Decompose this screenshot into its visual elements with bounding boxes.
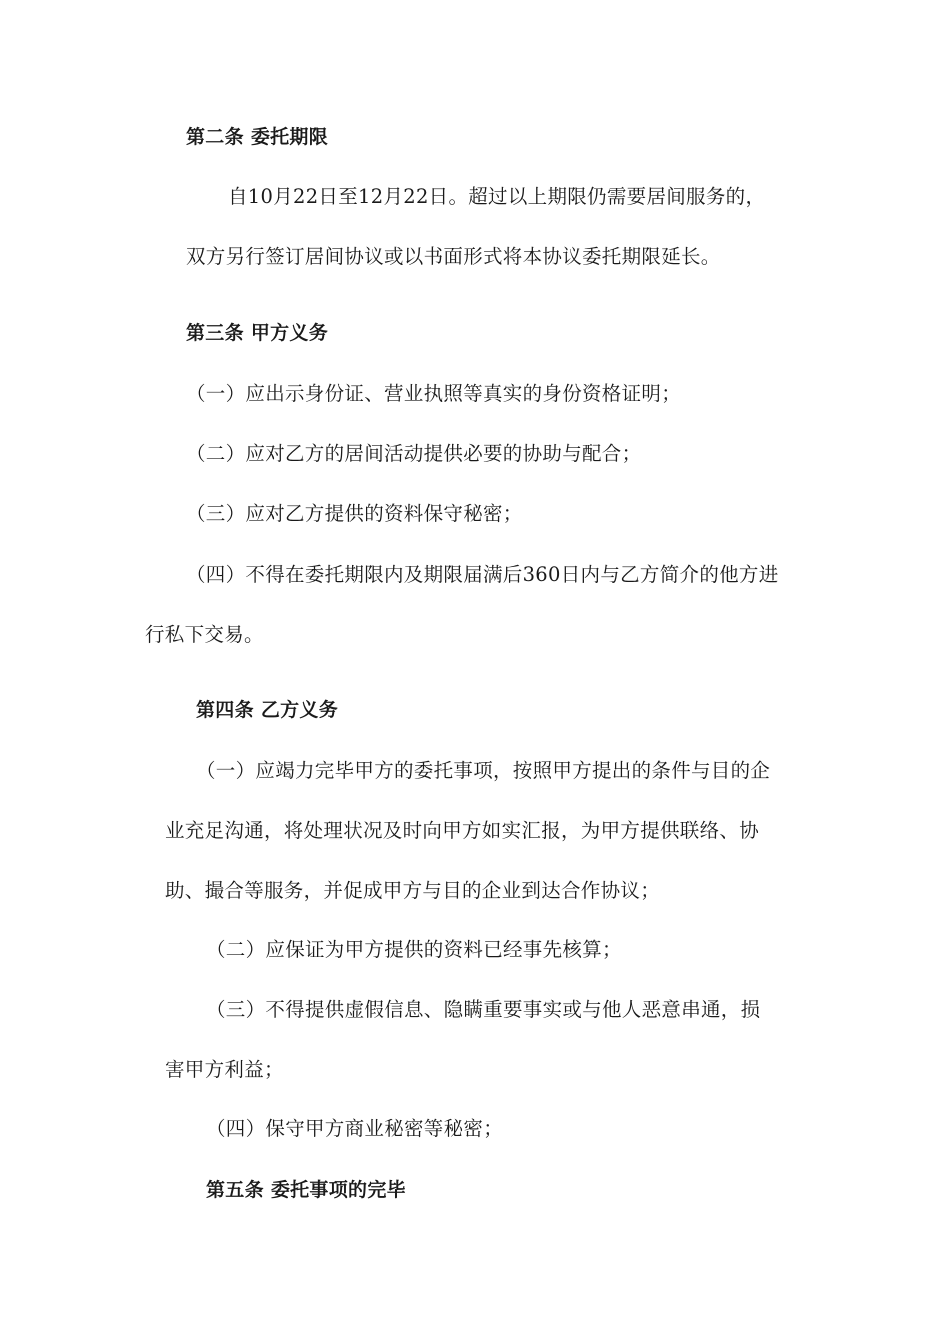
article-4-item-3-line-2: 害甲方利益； bbox=[165, 1058, 284, 1081]
article-3-item-3: （三）应对乙方提供的资料保守秘密； bbox=[186, 502, 523, 525]
article-5-heading: 第五条 委托事项的完毕 bbox=[206, 1179, 406, 1201]
article-4-item-1-line-2: 业充足沟通，将处理状况及时向甲方如实汇报，为甲方提供联络、协 bbox=[165, 819, 760, 842]
article-3-item-2: （二）应对乙方的居间活动提供必要的协助与配合； bbox=[186, 442, 642, 465]
article-4-item-1-line-3: 助、撮合等服务，并促成甲方与目的企业到达合作协议； bbox=[165, 879, 661, 902]
article-4-item-1-line-1: （一）应竭力完毕甲方的委托事项，按照甲方提出的条件与目的企 bbox=[196, 759, 771, 782]
article-2-heading: 第二条 委托期限 bbox=[186, 126, 329, 148]
article-4-heading: 第四条 乙方义务 bbox=[196, 699, 339, 721]
article-3-item-4-line-1: （四）不得在委托期限内及期限届满后360日内与乙方简介的他方进 bbox=[186, 563, 779, 586]
article-3-item-4-line-2: 行私下交易。 bbox=[145, 623, 264, 646]
article-2-text-line-1: 自10月22日至12月22日。超过以上期限仍需要居间服务的， bbox=[228, 185, 766, 208]
article-4-item-2: （二）应保证为甲方提供的资料已经事先核算； bbox=[206, 938, 622, 961]
article-4-item-3-line-1: （三）不得提供虚假信息、隐瞒重要事实或与他人恶意串通，损 bbox=[206, 998, 761, 1021]
article-3-item-1: （一）应出示身份证、营业执照等真实的身份资格证明； bbox=[186, 382, 682, 405]
article-2-text-line-2: 双方另行签订居间协议或以书面形式将本协议委托期限延长。 bbox=[186, 245, 721, 268]
article-4-item-4: （四）保守甲方商业秘密等秘密； bbox=[206, 1117, 504, 1140]
article-3-heading: 第三条 甲方义务 bbox=[186, 322, 329, 344]
